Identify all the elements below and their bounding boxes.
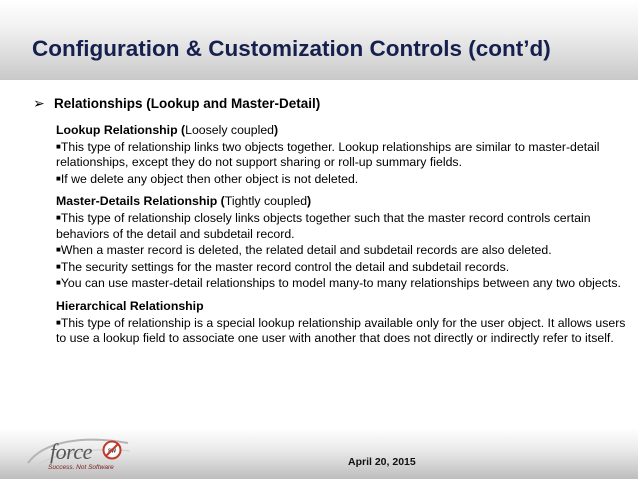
bullet-point	[56, 171, 626, 188]
bullet-point	[56, 139, 626, 171]
square-bullet-icon: ■	[56, 261, 61, 271]
bullet-point-text: This type of relationship closely links objects together such that the master record controls certain behaviors of the detail and subdetail record.	[56, 210, 591, 241]
section-title: Lookup Relationship (Loosely coupled)	[56, 123, 279, 137]
square-bullet-icon: ■	[56, 278, 61, 288]
square-bullet-icon: ■	[56, 173, 61, 183]
svg-text:SW: SW	[107, 448, 117, 455]
no-software-icon	[102, 440, 122, 460]
section-title-text: Master-Details Relationship	[56, 194, 218, 209]
bullet-point	[56, 210, 626, 242]
bullet-point-text: When a master record is deleted, the related detail and subdetail records are also deleted.	[60, 243, 552, 258]
slide-content	[56, 123, 626, 347]
logo-word: force	[50, 439, 92, 464]
arrow-bullet-icon: ➢	[33, 95, 45, 111]
bullet-point	[56, 259, 626, 276]
section-hierarchical	[56, 299, 626, 347]
bullet-point-text: This type of relationship is a special lookup relationship available only for the user object. It allows users to use a lookup field to associate one user with another that does not directly or indirectly refer to itself.	[56, 315, 626, 346]
square-bullet-icon: ■	[56, 245, 61, 255]
bullet-point	[56, 275, 626, 292]
square-bullet-icon: ■	[56, 141, 61, 151]
section-detail: Loosely coupled	[185, 123, 275, 137]
section-detail: Tightly coupled	[224, 194, 308, 209]
bullet-point-text: This type of relationship links two objects together. Lookup relationships are similar to master-detail relationships, except they do not support sharing or roll-up summary fields.	[56, 139, 600, 170]
slide-title: Configuration & Customization Controls (cont’d)	[32, 36, 551, 61]
square-bullet-icon: ■	[56, 317, 61, 327]
section-master-detail	[56, 194, 626, 292]
bullet-point-text: You can use master-detail relationships to model many-to many relationships between any two objects.	[60, 276, 621, 291]
bullet-point	[56, 315, 626, 347]
logo-tagline: Success. Not Software	[48, 464, 114, 471]
section-title	[56, 299, 626, 315]
bullet-point	[56, 242, 626, 259]
bullet-point-text: The security settings for the master record control the detail and subdetail records.	[60, 259, 510, 274]
section-title-text: Hierarchical Relationship	[56, 298, 204, 313]
section-lookup	[56, 123, 626, 187]
bullet-heading: Relationships (Lookup and Master-Detail)	[54, 95, 321, 111]
square-bullet-icon: ■	[56, 212, 61, 222]
section-title: Master-Details Relationship (Tightly coupled)	[56, 194, 312, 209]
bullet-point-text: If we delete any object then other object is not deleted.	[60, 171, 359, 186]
bullet-heading-row	[33, 95, 320, 111]
footer-date: April 20, 2015	[348, 456, 416, 468]
section-title-text: Lookup Relationship	[56, 123, 178, 137]
